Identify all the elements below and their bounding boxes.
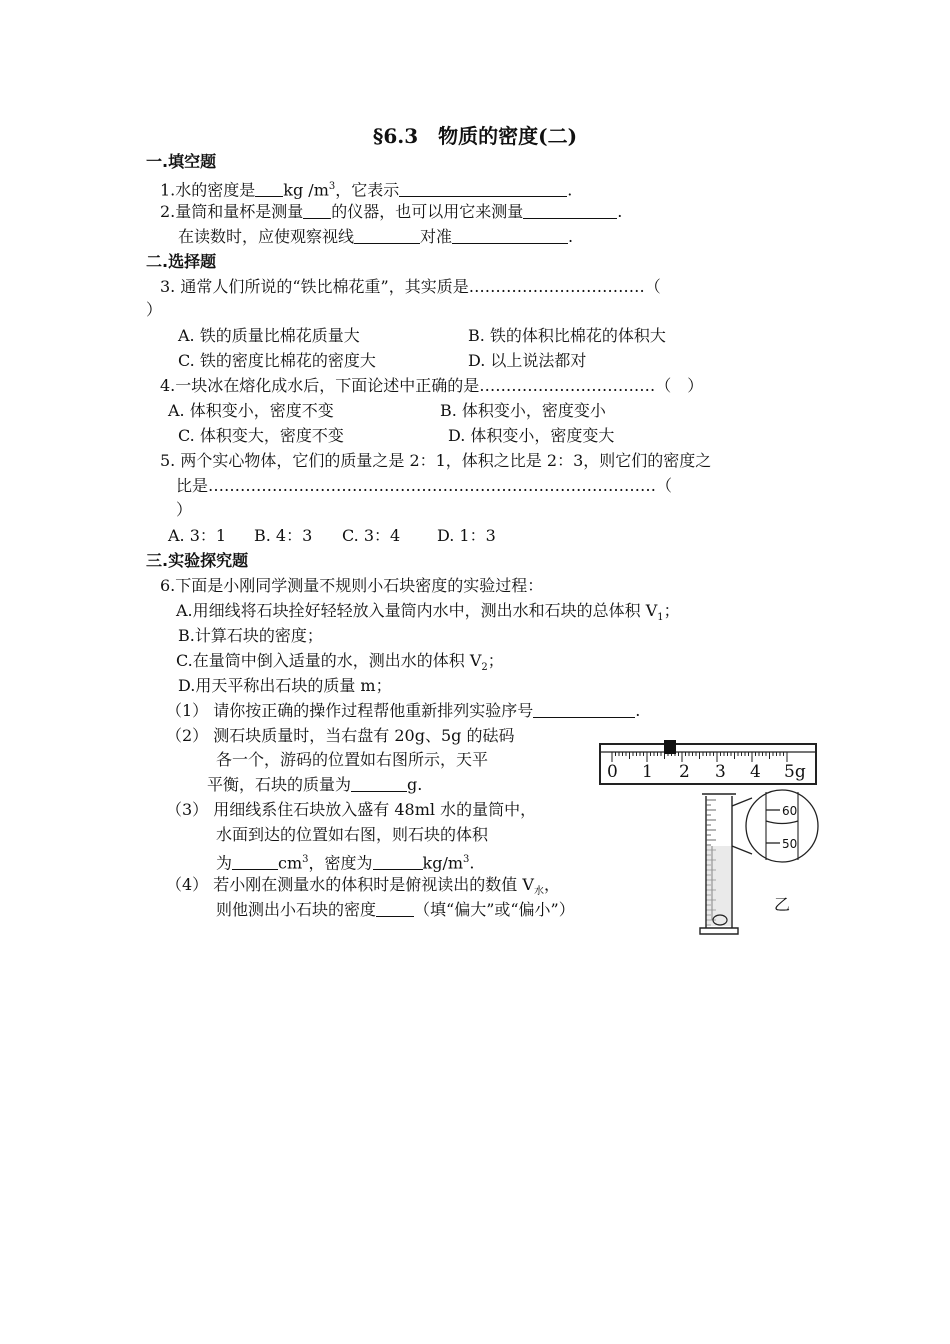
q4-option-c: C. 体积变大，密度不变 (178, 426, 344, 445)
part-3-line-3: 为 $cm^3$，密度为 $kg/m^3$. (216, 853, 475, 873)
question-3: 3. 通常人们所说的“铁比棉花重”，其实质是……………………………（ (160, 277, 661, 296)
q5-option-b: B. 4：3 (254, 526, 313, 545)
question-5-cont: 比是…………………………………………………………………………（ (176, 476, 673, 495)
section-heading-choice: 二.选择题 (146, 252, 217, 271)
blank (533, 701, 635, 718)
ruler-label-5g: 5g (784, 762, 806, 782)
rider-slider (664, 740, 676, 754)
question-6: 6.下面是小刚同学测量不规则小石块密度的实验过程： (160, 576, 544, 595)
ruler-label-3: 3 (715, 762, 726, 782)
question-2: 2.量筒和量杯是测量 的仪器，也可以用它来测量 . (160, 202, 623, 221)
q4-option-b: B. 体积变小，密度变小 (440, 401, 606, 420)
section-heading-fill-blank: 一.填空题 (146, 152, 217, 171)
blank (373, 853, 423, 870)
question-5: 5. 两个实心物体，它们的质量之是 2：1，体积之比是 2：3，则它们的密度之 (160, 451, 712, 470)
q3-option-d: D. 以上说法都对 (468, 351, 587, 370)
blank (376, 900, 414, 917)
mag-label-60: 60 (782, 804, 798, 818)
step-a: A.用细线将石块拴好轻轻放入量筒内水中，测出水和石块的总体积 $V_1$； (176, 601, 680, 624)
q5-option-c: C. 3：4 (342, 526, 401, 545)
ruler-label-1: 1 (642, 762, 653, 782)
question-1: 1.水的密度是 kg $/m^3$，它表示 . (160, 180, 573, 200)
part-2-line-3: 平衡，石块的质量为 g. (207, 775, 423, 794)
measuring-cylinder-figure (696, 788, 822, 938)
blank (255, 180, 283, 197)
blank (399, 180, 567, 197)
question-3-bracket: ） (146, 300, 163, 319)
ruler-label-0: 0 (607, 762, 618, 782)
q4-option-d: D. 体积变小，密度变大 (448, 426, 615, 445)
part-1: （1） 请你按正确的操作过程帮他重新排列实验序号 . (166, 701, 641, 720)
ruler-label-4: 4 (750, 762, 761, 782)
figure-caption: 乙 (774, 895, 791, 914)
part-4-line-2: 则他测出小石块的密度 （填“偏大”或“偏小”） (216, 900, 575, 919)
page-title: §6.3 物质的密度(二) (372, 124, 578, 148)
blank (452, 227, 568, 244)
blank (523, 202, 617, 219)
section-heading-experiment: 三.实验探究题 (146, 551, 249, 570)
step-b: B.计算石块的密度； (178, 626, 323, 645)
part-2-line-2: 各一个，游码的位置如右图所示，天平 (216, 750, 489, 769)
q5-option-a: A. 3：1 (168, 526, 227, 545)
mag-label-50: 50 (782, 837, 798, 851)
q3-option-a: A. 铁的质量比棉花质量大 (178, 326, 360, 345)
q5-option-d: D. 1：3 (437, 526, 496, 545)
blank (354, 227, 420, 244)
step-c: C.在量筒中倒入适量的水，测出水的体积 $V_2$； (176, 651, 504, 674)
question-5-bracket: ） (176, 500, 193, 519)
part-2: （2） 测石块质量时，当右盘有 20g、5g 的砝码 (166, 726, 515, 745)
step-d: D.用天平称出石块的质量 m； (178, 676, 392, 695)
water-column (707, 846, 731, 926)
part-3: （3） 用细线系住石块放入盛有 48ml 水的量筒中， (166, 800, 537, 819)
cylinder-base (700, 928, 738, 934)
ruler-label-2: 2 (679, 762, 690, 782)
q3-option-b: B. 铁的体积比棉花的体积大 (468, 326, 666, 345)
question-2-cont: 在读数时，应使观察视线 对准 . (178, 227, 574, 246)
magnifier-circle (746, 790, 818, 862)
blank (232, 853, 278, 870)
balance-ruler-figure (598, 738, 820, 788)
q4-option-a: A. 体积变小，密度不变 (168, 401, 334, 420)
question-4: 4.一块冰在熔化成水后，下面论述中正确的是……………………………（ ） (160, 376, 704, 395)
part-4: （4） 若小刚在测量水的体积时是俯视读出的数值 $V_水$， (166, 875, 560, 898)
q3-option-c: C. 铁的密度比棉花的密度大 (178, 351, 376, 370)
blank (303, 202, 331, 219)
part-3-line-2: 水面到达的位置如右图，则石块的体积 (216, 825, 489, 844)
blank (351, 775, 407, 792)
